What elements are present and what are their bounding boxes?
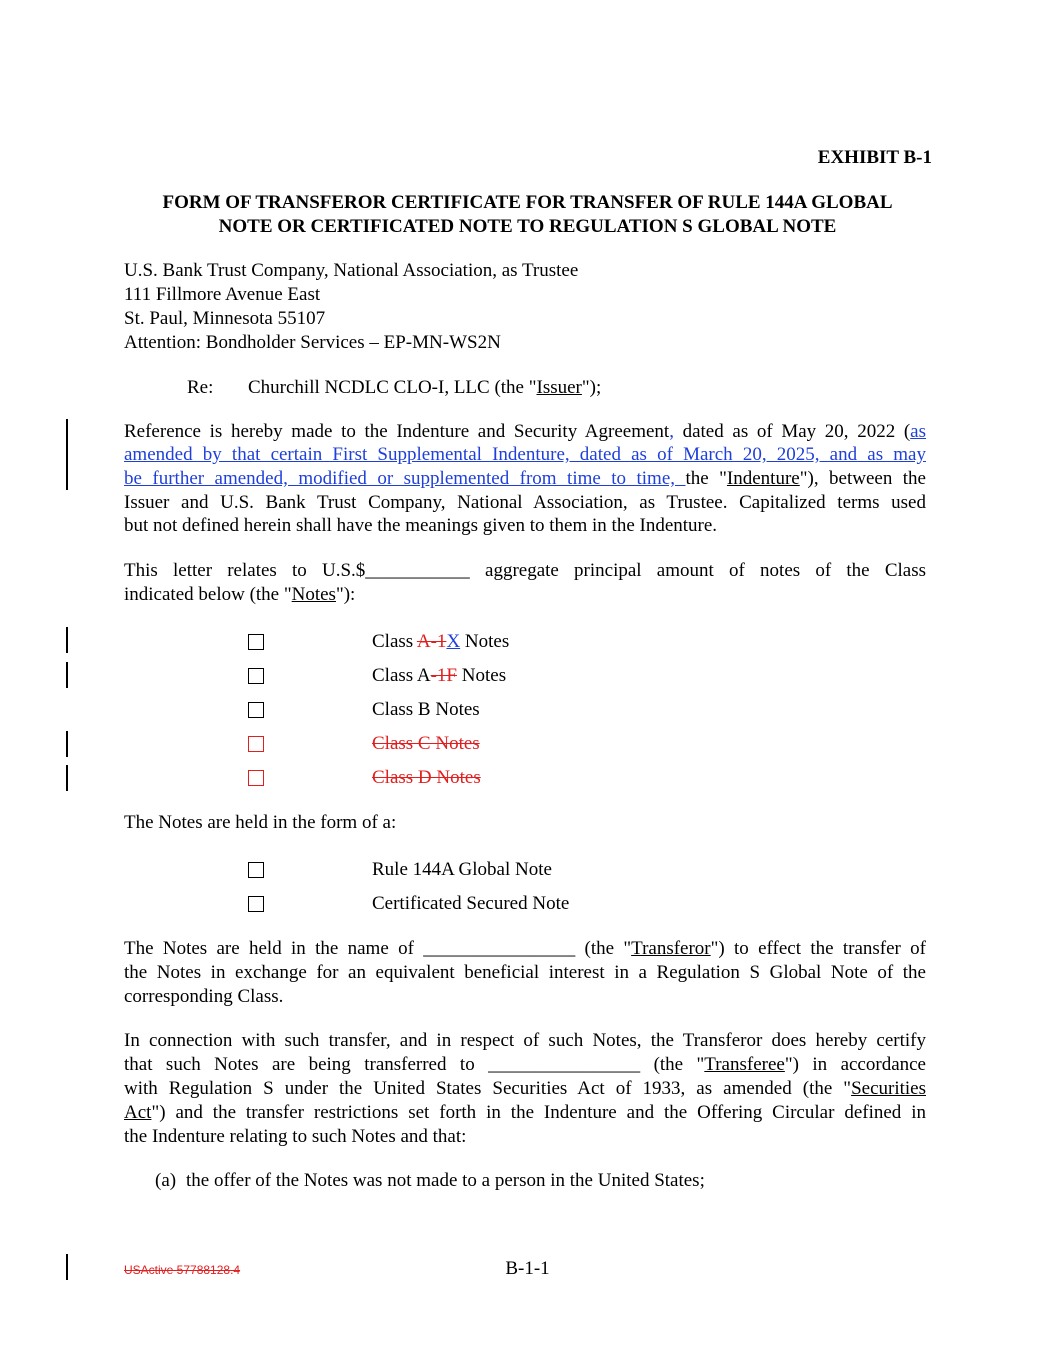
text-span: ") in accordance (784, 1054, 926, 1075)
inserted-text: be further amended, modified or supplemented from time to time, (124, 468, 686, 489)
revision-bar (66, 662, 68, 688)
text-span: Class A (372, 665, 431, 686)
address-line: U.S. Bank Trust Company, National Association, as Trustee (124, 260, 579, 281)
paragraph-line (124, 937, 926, 960)
re-label: Re: (187, 377, 214, 398)
certificated-note-checkbox[interactable] (248, 896, 264, 912)
paragraph-line: corresponding Class. (124, 986, 284, 1007)
re-text: Churchill NCDLC CLO-I, LLC (the " (248, 377, 537, 398)
defined-term-issuer: Issuer (536, 377, 582, 398)
paragraph-line: but not defined herein shall have the meanings given to them in the Indenture. (124, 515, 718, 536)
paragraph-line: the Notes in exchange for an equivalent beneficial interest in a Regulation S Global Note of the (124, 962, 926, 983)
paragraph-line: This letter relates to U.S.$___________ aggregate principal amount of notes of the Class (124, 560, 926, 581)
item-a-label: (a) (155, 1170, 177, 1191)
paragraph-line (124, 1101, 926, 1124)
inserted-text: amended by that certain First Supplemental Indenture, dated as of March 20, 2025, and as may (124, 444, 926, 465)
revision-bar (66, 419, 68, 490)
class-a-label (372, 664, 506, 687)
address-line: 111 Fillmore Avenue East (124, 284, 321, 305)
class-c-checkbox-deleted[interactable] (248, 736, 264, 752)
revision-bar (66, 765, 68, 791)
re-line (248, 376, 601, 399)
revision-bar (66, 627, 68, 653)
rule-144a-checkbox[interactable] (248, 862, 264, 878)
address-line: Attention: Bondholder Services – EP-MN-WS2N (124, 332, 501, 353)
inserted-text: , (669, 421, 674, 442)
defined-term-transferee: Transferee (704, 1054, 785, 1075)
text-span: ") to effect the transfer of (710, 938, 926, 959)
text-span: "), between the (799, 468, 926, 489)
paragraph-line (124, 583, 926, 606)
re-text-end: "); (581, 377, 602, 398)
class-d-label-deleted: Class D Notes (372, 767, 481, 788)
defined-term-notes: Notes (291, 584, 336, 605)
paragraph-line: Issuer and U.S. Bank Trust Company, National Association, as Trustee. Capitalized terms used (124, 492, 926, 513)
inserted-text: X (446, 631, 461, 652)
document-id: USActive 57788128.4 (124, 1263, 241, 1277)
paragraph-line (124, 467, 926, 490)
paragraph-line: the Indenture relating to such Notes and that: (124, 1126, 467, 1147)
page-number: B-1-1 (505, 1258, 550, 1279)
text-span: Notes (457, 665, 507, 686)
defined-term-transferor: Transferor (631, 938, 711, 959)
text-span: ") and the transfer restrictions set forth in the Indenture and the Offering Circular defined in (151, 1102, 926, 1123)
defined-term-securities-act: Act (124, 1102, 152, 1123)
text-span: "): (335, 584, 356, 605)
title-line-2: NOTE OR CERTIFICATED NOTE TO REGULATION S GLOBAL NOTE (218, 216, 837, 237)
rule-144a-label: Rule 144A Global Note (372, 859, 552, 880)
class-a-checkbox[interactable] (248, 668, 264, 684)
revision-bar (66, 731, 68, 757)
deleted-text: A-1 (416, 631, 447, 652)
defined-term-indenture: Indenture (726, 468, 800, 489)
text-span: with Regulation S under the United States Securities Act of 1933, as amended (the " (124, 1078, 852, 1099)
inserted-text: as (910, 421, 926, 442)
paragraph-line (124, 1053, 926, 1076)
text-span: dated as of May 20, 2022 ( (673, 421, 911, 442)
class-d-checkbox-deleted[interactable] (248, 770, 264, 786)
title-line-1: FORM OF TRANSFEROR CERTIFICATE FOR TRANSFER OF RULE 144A GLOBAL (162, 192, 893, 213)
text-span: indicated below (the " (124, 584, 292, 605)
class-c-label-deleted: Class C Notes (372, 733, 480, 754)
paragraph-line (124, 1077, 926, 1100)
class-x-checkbox[interactable] (248, 634, 264, 650)
text-span: Notes (460, 631, 510, 652)
paragraph-line (124, 443, 926, 466)
text-span: that such Notes are being transferred to ________________ (the " (124, 1054, 705, 1075)
paragraph-line (124, 420, 926, 443)
text-span: Class (372, 631, 417, 652)
address-block (124, 259, 578, 355)
text-span: the " (685, 468, 727, 489)
held-form-intro: The Notes are held in the form of a: (124, 812, 397, 833)
text-span: Reference is hereby made to the Indenture and Security Agreement (124, 421, 670, 442)
item-a-text: the offer of the Notes was not made to a person in the United States; (186, 1170, 705, 1191)
class-x-label (372, 630, 509, 653)
deleted-text: -1F (430, 665, 458, 686)
paragraph-line: In connection with such transfer, and in respect of such Notes, the Transferor does hereby certify (124, 1030, 926, 1051)
defined-term-securities-act: Securities (851, 1078, 926, 1099)
page-title (0, 191, 1055, 239)
address-line: St. Paul, Minnesota 55107 (124, 308, 326, 329)
class-b-checkbox[interactable] (248, 702, 264, 718)
text-span: The Notes are held in the name of ________________ (the " (124, 938, 632, 959)
class-b-label: Class B Notes (372, 699, 480, 720)
exhibit-label: EXHIBIT B-1 (817, 147, 932, 168)
certificated-note-label: Certificated Secured Note (372, 893, 570, 914)
